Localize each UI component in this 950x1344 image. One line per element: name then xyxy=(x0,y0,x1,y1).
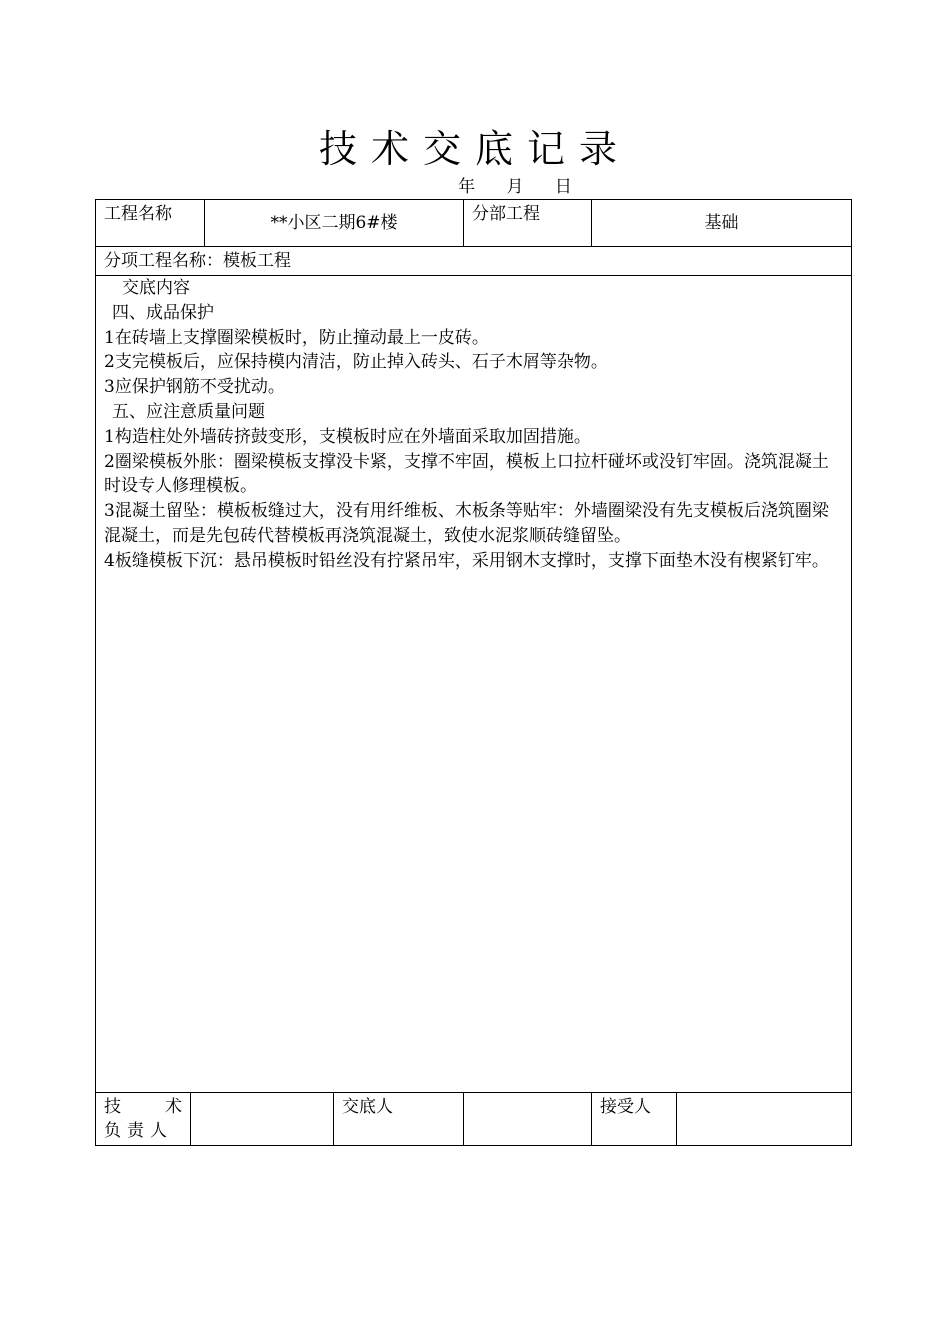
item-row xyxy=(96,247,852,276)
item-name: 分项工程名称：模板工程 xyxy=(96,247,852,276)
signature-row xyxy=(96,1093,852,1146)
content-row xyxy=(96,276,852,1093)
content-heading: 交底内容 xyxy=(122,278,190,298)
paragraph: 2圈梁模板外胀：圈梁模板支撑没卡紧，支撑不牢固，模板上口拉杆碰坏或没钉牢固。浇筑混凝土时设专人修理模板。 xyxy=(104,451,829,497)
project-name-label: 工程名称 xyxy=(96,200,205,247)
sub-project-label: 分部工程 xyxy=(464,200,592,247)
handover-field[interactable] xyxy=(464,1093,592,1146)
receiver-label: 接受人 xyxy=(592,1093,677,1146)
paragraph: 3应保护钢筋不受扰动。 xyxy=(104,377,285,398)
document-title: 技术交底记录 xyxy=(318,127,631,171)
header-row xyxy=(96,200,852,247)
section-5-heading: 五、应注意质量问题 xyxy=(112,401,265,422)
project-name-value: **小区二期6#楼 xyxy=(205,200,464,247)
paragraph: 3混凝土留坠：模板板缝过大，没有用纤维板、木板条等贴牢：外墙圈梁没有先支模板后浇筑圈梁混凝土，而是先包砖代替模板再浇筑混凝土，致使水泥浆顺砖缝留坠。 xyxy=(104,501,829,546)
paragraph: 1构造柱处外墙砖挤鼓变形，支模板时应在外墙面采取加固措施。 xyxy=(104,426,591,447)
date-day: 日 xyxy=(554,177,572,197)
paragraph: 1在砖墙上支撑圈梁模板时，防止撞动最上一皮砖。 xyxy=(104,327,489,348)
receiver-field[interactable] xyxy=(677,1093,852,1146)
handover-label: 交底人 xyxy=(334,1093,464,1146)
record-table xyxy=(95,199,852,1146)
content-cell xyxy=(96,276,852,1093)
date-line xyxy=(0,176,950,198)
section-4-heading: 四、成品保护 xyxy=(112,302,214,323)
tech-lead-sub: 负责人 xyxy=(104,1121,173,1141)
sub-project-value: 基础 xyxy=(592,200,852,247)
date-year: 年 xyxy=(458,177,476,197)
paragraph: 4板缝模板下沉：悬吊模板时铅丝没有拧紧吊牢，采用钢木支撑时，支撑下面垫木没有楔紧钉牢。 xyxy=(104,550,829,571)
paragraph: 2支完模板后，应保持模内清洁，防止掉入砖头、石子木屑等杂物。 xyxy=(104,352,608,373)
date-month: 月 xyxy=(506,177,524,197)
tech-lead-field[interactable] xyxy=(191,1093,334,1146)
tech-lead-label: 技 术 负责人 xyxy=(96,1093,191,1146)
